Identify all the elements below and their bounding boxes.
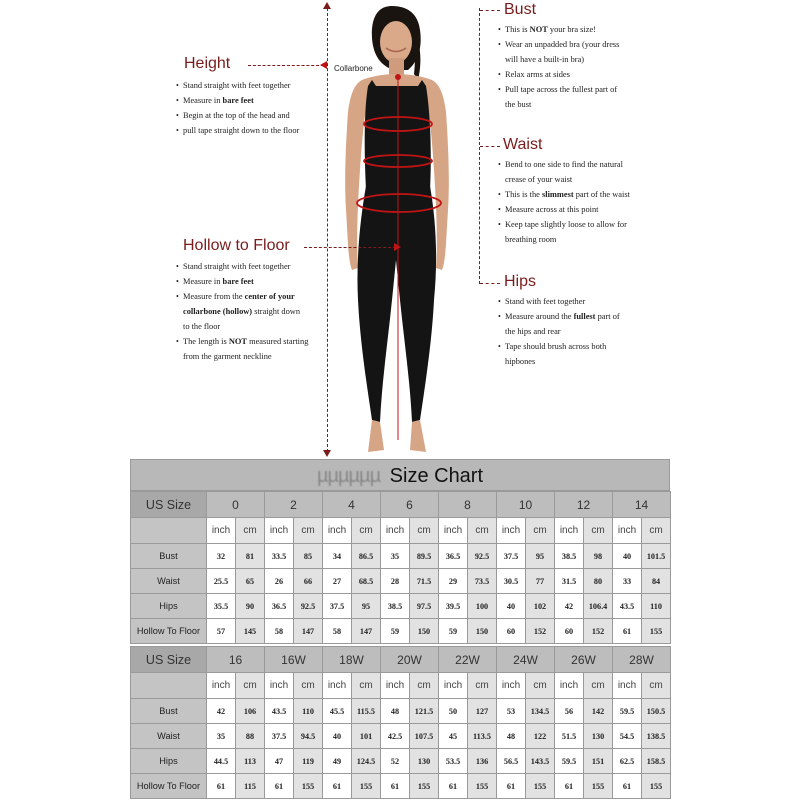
unit-inch-cell: inch [555, 673, 584, 699]
table-row [131, 774, 671, 799]
unit-cm-cell: cm [294, 518, 323, 544]
size-header-cell: 12 [555, 492, 613, 518]
inch-value-cell: 39.5 [439, 594, 468, 619]
inch-value-cell: 59 [381, 619, 410, 644]
inch-value-cell: 49 [323, 749, 352, 774]
hips-heading: Hips [504, 273, 537, 290]
size-header-row [131, 647, 671, 673]
unit-inch-cell: inch [439, 673, 468, 699]
unit-cm-cell: cm [468, 673, 497, 699]
inch-value-cell: 54.5 [613, 724, 642, 749]
cm-value-cell: 150.5 [642, 699, 671, 724]
bust-instruction-line: the bust [505, 100, 532, 109]
cm-value-cell: 121.5 [410, 699, 439, 724]
unit-header-stub [131, 518, 207, 544]
cm-value-cell: 100 [468, 594, 497, 619]
height-connector [248, 65, 324, 66]
unit-inch-cell: inch [207, 518, 236, 544]
cm-value-cell: 88 [236, 724, 265, 749]
cm-value-cell: 155 [584, 774, 613, 799]
size-header-cell: 2 [265, 492, 323, 518]
table-row [131, 594, 671, 619]
inch-value-cell: 40 [323, 724, 352, 749]
cm-value-cell: 107.5 [410, 724, 439, 749]
waist-instruction-line: • Keep tape slightly loose to allow for [498, 217, 630, 232]
cm-value-cell: 110 [294, 699, 323, 724]
hips-instruction-line: hipbones [505, 357, 536, 366]
inch-value-cell: 48 [381, 699, 410, 724]
inch-value-cell: 40 [497, 594, 526, 619]
height-connector-arrow [320, 61, 327, 69]
inch-value-cell: 58 [323, 619, 352, 644]
row-label: Hollow To Floor [131, 619, 207, 644]
hollow-instruction-line: • Measure in bare feet [176, 274, 308, 289]
inch-value-cell: 43.5 [613, 594, 642, 619]
cm-value-cell: 152 [584, 619, 613, 644]
waist-instruction-line: breathing room [505, 235, 557, 244]
table-row [131, 724, 671, 749]
size-header-cell: 0 [207, 492, 265, 518]
row-label: Bust [131, 544, 207, 569]
bust-instruction-line: • Wear an unpadded bra (your dress [498, 37, 619, 52]
unit-cm-cell: cm [352, 518, 381, 544]
height-line [327, 8, 328, 452]
unit-cm-cell: cm [526, 673, 555, 699]
inch-value-cell: 37.5 [497, 544, 526, 569]
unit-inch-cell: inch [555, 518, 584, 544]
us-size-label: US Size [131, 647, 207, 673]
size-header-cell: 26W [555, 647, 613, 673]
bust-instructions [498, 22, 619, 112]
cm-value-cell: 150 [468, 619, 497, 644]
cm-value-cell: 81 [236, 544, 265, 569]
inch-value-cell: 40 [613, 544, 642, 569]
height-instruction-line: • Begin at the top of the head and [176, 108, 299, 123]
cm-value-cell: 73.5 [468, 569, 497, 594]
size-table-plus [130, 646, 671, 799]
size-header-cell: 20W [381, 647, 439, 673]
cm-value-cell: 127 [468, 699, 497, 724]
inch-value-cell: 59 [439, 619, 468, 644]
unit-cm-cell: cm [642, 518, 671, 544]
hips-instruction-line: • Tape should brush across both [498, 339, 620, 354]
cm-value-cell: 134.5 [526, 699, 555, 724]
hollow-to-floor-heading: Hollow to Floor [183, 237, 290, 254]
cm-value-cell: 124.5 [352, 749, 381, 774]
cm-value-cell: 122 [526, 724, 555, 749]
inch-value-cell: 59.5 [613, 699, 642, 724]
hollow-instruction-line: • Measure from the center of your [176, 289, 308, 304]
inch-value-cell: 60 [497, 619, 526, 644]
height-instruction-line: • pull tape straight down to the floor [176, 123, 299, 138]
cm-value-cell: 142 [584, 699, 613, 724]
inch-value-cell: 50 [439, 699, 468, 724]
cm-value-cell: 68.5 [352, 569, 381, 594]
cm-value-cell: 113.5 [468, 724, 497, 749]
hollow-instruction-line: • The length is NOT measured starting [176, 334, 308, 349]
bust-instruction-line: will have a built-in bra) [505, 55, 585, 64]
table-row [131, 699, 671, 724]
inch-value-cell: 61 [439, 774, 468, 799]
cm-value-cell: 102 [526, 594, 555, 619]
inch-value-cell: 61 [381, 774, 410, 799]
cm-value-cell: 71.5 [410, 569, 439, 594]
face [380, 21, 412, 63]
cm-value-cell: 98 [584, 544, 613, 569]
cm-value-cell: 106.4 [584, 594, 613, 619]
inch-value-cell: 48 [497, 724, 526, 749]
leggings [357, 186, 436, 422]
cm-value-cell: 143.5 [526, 749, 555, 774]
cm-value-cell: 119 [294, 749, 323, 774]
unit-cm-cell: cm [294, 673, 323, 699]
cm-value-cell: 147 [352, 619, 381, 644]
waist-connector [480, 146, 500, 147]
cm-value-cell: 84 [642, 569, 671, 594]
unit-header-row [131, 673, 671, 699]
inch-value-cell: 61 [207, 774, 236, 799]
waist-instruction-line: • This is the slimmest part of the waist [498, 187, 630, 202]
hollow-instruction-line: collarbone (hollow) straight down [183, 307, 301, 316]
unit-inch-cell: inch [207, 673, 236, 699]
inch-value-cell: 61 [613, 619, 642, 644]
unit-inch-cell: inch [265, 518, 294, 544]
cm-value-cell: 158.5 [642, 749, 671, 774]
unit-cm-cell: cm [468, 518, 497, 544]
bust-instruction-line: • Relax arms at sides [498, 67, 619, 82]
unit-inch-cell: inch [439, 518, 468, 544]
cm-value-cell: 145 [236, 619, 265, 644]
cm-value-cell: 155 [642, 619, 671, 644]
size-header-cell: 10 [497, 492, 555, 518]
collarbone-label: Collarbone [334, 64, 373, 73]
cm-value-cell: 151 [584, 749, 613, 774]
unit-inch-cell: inch [381, 518, 410, 544]
inch-value-cell: 62.5 [613, 749, 642, 774]
hips-instruction-line: • Stand with feet together [498, 294, 620, 309]
height-instructions [176, 78, 299, 138]
inch-value-cell: 56.5 [497, 749, 526, 774]
cm-value-cell: 130 [584, 724, 613, 749]
inch-value-cell: 51.5 [555, 724, 584, 749]
inch-value-cell: 35.5 [207, 594, 236, 619]
cm-value-cell: 86.5 [352, 544, 381, 569]
cm-value-cell: 106 [236, 699, 265, 724]
unit-cm-cell: cm [236, 673, 265, 699]
cm-value-cell: 95 [352, 594, 381, 619]
height-arrow-bottom [323, 450, 331, 457]
size-table-misses [130, 491, 671, 644]
unit-header-row [131, 518, 671, 544]
inch-value-cell: 34 [323, 544, 352, 569]
size-chart-title [130, 459, 670, 491]
cm-value-cell: 113 [236, 749, 265, 774]
unit-cm-cell: cm [526, 518, 555, 544]
inch-value-cell: 43.5 [265, 699, 294, 724]
inch-value-cell: 29 [439, 569, 468, 594]
inch-value-cell: 61 [323, 774, 352, 799]
inch-value-cell: 57 [207, 619, 236, 644]
inch-value-cell: 36.5 [265, 594, 294, 619]
height-instruction-line: • Stand straight with feet together [176, 78, 299, 93]
size-header-cell: 18W [323, 647, 381, 673]
row-label: Hips [131, 594, 207, 619]
row-label: Waist [131, 569, 207, 594]
bust-instruction-line: • Pull tape across the fullest part of [498, 82, 619, 97]
row-label: Bust [131, 699, 207, 724]
unit-cm-cell: cm [584, 518, 613, 544]
unit-inch-cell: inch [613, 518, 642, 544]
size-header-cell: 4 [323, 492, 381, 518]
inch-value-cell: 45 [439, 724, 468, 749]
inch-value-cell: 28 [381, 569, 410, 594]
hips-instruction-line: the hips and rear [505, 327, 561, 336]
inch-value-cell: 37.5 [323, 594, 352, 619]
inch-value-cell: 59.5 [555, 749, 584, 774]
inch-value-cell: 45.5 [323, 699, 352, 724]
unit-header-stub [131, 673, 207, 699]
cm-value-cell: 115 [236, 774, 265, 799]
cm-value-cell: 155 [410, 774, 439, 799]
hollow-connector [304, 247, 396, 248]
cm-value-cell: 155 [352, 774, 381, 799]
cm-value-cell: 155 [468, 774, 497, 799]
row-label: Hollow To Floor [131, 774, 207, 799]
inch-value-cell: 42 [207, 699, 236, 724]
hips-connector [480, 283, 500, 284]
bust-connector [480, 10, 500, 11]
cm-value-cell: 92.5 [468, 544, 497, 569]
unit-inch-cell: inch [265, 673, 294, 699]
inch-value-cell: 38.5 [381, 594, 410, 619]
size-header-row [131, 492, 671, 518]
unit-cm-cell: cm [352, 673, 381, 699]
size-header-cell: 28W [613, 647, 671, 673]
unit-inch-cell: inch [497, 673, 526, 699]
unit-cm-cell: cm [410, 518, 439, 544]
hips-instruction-line: • Measure around the fullest part of [498, 309, 620, 324]
us-size-label: US Size [131, 492, 207, 518]
unit-cm-cell: cm [410, 673, 439, 699]
cm-value-cell: 77 [526, 569, 555, 594]
cm-value-cell: 152 [526, 619, 555, 644]
cm-value-cell: 130 [410, 749, 439, 774]
size-header-cell: 14 [613, 492, 671, 518]
cm-value-cell: 65 [236, 569, 265, 594]
inch-value-cell: 56 [555, 699, 584, 724]
cm-value-cell: 66 [294, 569, 323, 594]
cm-value-cell: 115.5 [352, 699, 381, 724]
size-header-cell: 22W [439, 647, 497, 673]
cm-value-cell: 89.5 [410, 544, 439, 569]
size-header-cell: 16 [207, 647, 265, 673]
size-header-cell: 6 [381, 492, 439, 518]
inch-value-cell: 31.5 [555, 569, 584, 594]
inch-value-cell: 35 [381, 544, 410, 569]
table-row [131, 619, 671, 644]
cm-value-cell: 110 [642, 594, 671, 619]
cm-value-cell: 101 [352, 724, 381, 749]
hips-instructions [498, 294, 620, 369]
cm-value-cell: 80 [584, 569, 613, 594]
unit-inch-cell: inch [323, 518, 352, 544]
row-label: Waist [131, 724, 207, 749]
cm-value-cell: 155 [526, 774, 555, 799]
waist-instruction-line: • Measure across at this point [498, 202, 630, 217]
size-chart-title-text: Size Chart [389, 465, 484, 487]
inch-value-cell: 61 [497, 774, 526, 799]
cm-value-cell: 90 [236, 594, 265, 619]
unit-cm-cell: cm [584, 673, 613, 699]
inch-value-cell: 53 [497, 699, 526, 724]
inch-value-cell: 38.5 [555, 544, 584, 569]
size-header-cell: 8 [439, 492, 497, 518]
inch-value-cell: 52 [381, 749, 410, 774]
cm-value-cell: 85 [294, 544, 323, 569]
hollow-to-floor-instructions [176, 259, 308, 364]
unit-cm-cell: cm [236, 518, 265, 544]
cm-value-cell: 92.5 [294, 594, 323, 619]
height-heading: Height [184, 55, 231, 72]
inch-value-cell: 36.5 [439, 544, 468, 569]
inch-value-cell: 32 [207, 544, 236, 569]
feet [368, 420, 426, 452]
cm-value-cell: 150 [410, 619, 439, 644]
hollow-instruction-line: • Stand straight with feet together [176, 259, 308, 274]
waist-instruction-line: crease of your waist [505, 175, 573, 184]
hollow-connector-arrow [394, 243, 401, 251]
waist-heading: Waist [503, 136, 543, 153]
cm-value-cell: 97.5 [410, 594, 439, 619]
inch-value-cell: 30.5 [497, 569, 526, 594]
unit-inch-cell: inch [613, 673, 642, 699]
cm-value-cell: 138.5 [642, 724, 671, 749]
unit-inch-cell: inch [497, 518, 526, 544]
height-arrow-top [323, 2, 331, 9]
inch-value-cell: 53.5 [439, 749, 468, 774]
hollow-instruction-line: from the garment neckline [183, 352, 272, 361]
inch-value-cell: 25.5 [207, 569, 236, 594]
cm-value-cell: 136 [468, 749, 497, 774]
cm-value-cell: 101.5 [642, 544, 671, 569]
table-row [131, 749, 671, 774]
table-row [131, 544, 671, 569]
size-header-cell: 16W [265, 647, 323, 673]
height-instruction-line: • Measure in bare feet [176, 93, 299, 108]
unit-inch-cell: inch [381, 673, 410, 699]
cm-value-cell: 147 [294, 619, 323, 644]
inch-value-cell: 60 [555, 619, 584, 644]
cm-value-cell: 155 [642, 774, 671, 799]
cm-value-cell: 155 [294, 774, 323, 799]
inch-value-cell: 37.5 [265, 724, 294, 749]
waist-instructions [498, 157, 630, 247]
cm-value-cell: 94.5 [294, 724, 323, 749]
inch-value-cell: 26 [265, 569, 294, 594]
inch-value-cell: 33 [613, 569, 642, 594]
inch-value-cell: 58 [265, 619, 294, 644]
inch-value-cell: 35 [207, 724, 236, 749]
table-row [131, 569, 671, 594]
inch-value-cell: 61 [613, 774, 642, 799]
bust-instruction-line: • This is NOT your bra size! [498, 22, 619, 37]
inch-value-cell: 61 [265, 774, 294, 799]
brand-name-blurred: µµµµµµ [316, 465, 381, 487]
waist-instruction-line: • Bend to one side to find the natural [498, 157, 630, 172]
row-label: Hips [131, 749, 207, 774]
size-header-cell: 24W [497, 647, 555, 673]
inch-value-cell: 61 [555, 774, 584, 799]
unit-cm-cell: cm [642, 673, 671, 699]
inch-value-cell: 33.5 [265, 544, 294, 569]
unit-inch-cell: inch [323, 673, 352, 699]
cm-value-cell: 95 [526, 544, 555, 569]
hollow-instruction-line: to the floor [183, 322, 221, 331]
inch-value-cell: 42.5 [381, 724, 410, 749]
inch-value-cell: 27 [323, 569, 352, 594]
inch-value-cell: 42 [555, 594, 584, 619]
inch-value-cell: 44.5 [207, 749, 236, 774]
bust-heading: Bust [504, 1, 537, 18]
inch-value-cell: 47 [265, 749, 294, 774]
